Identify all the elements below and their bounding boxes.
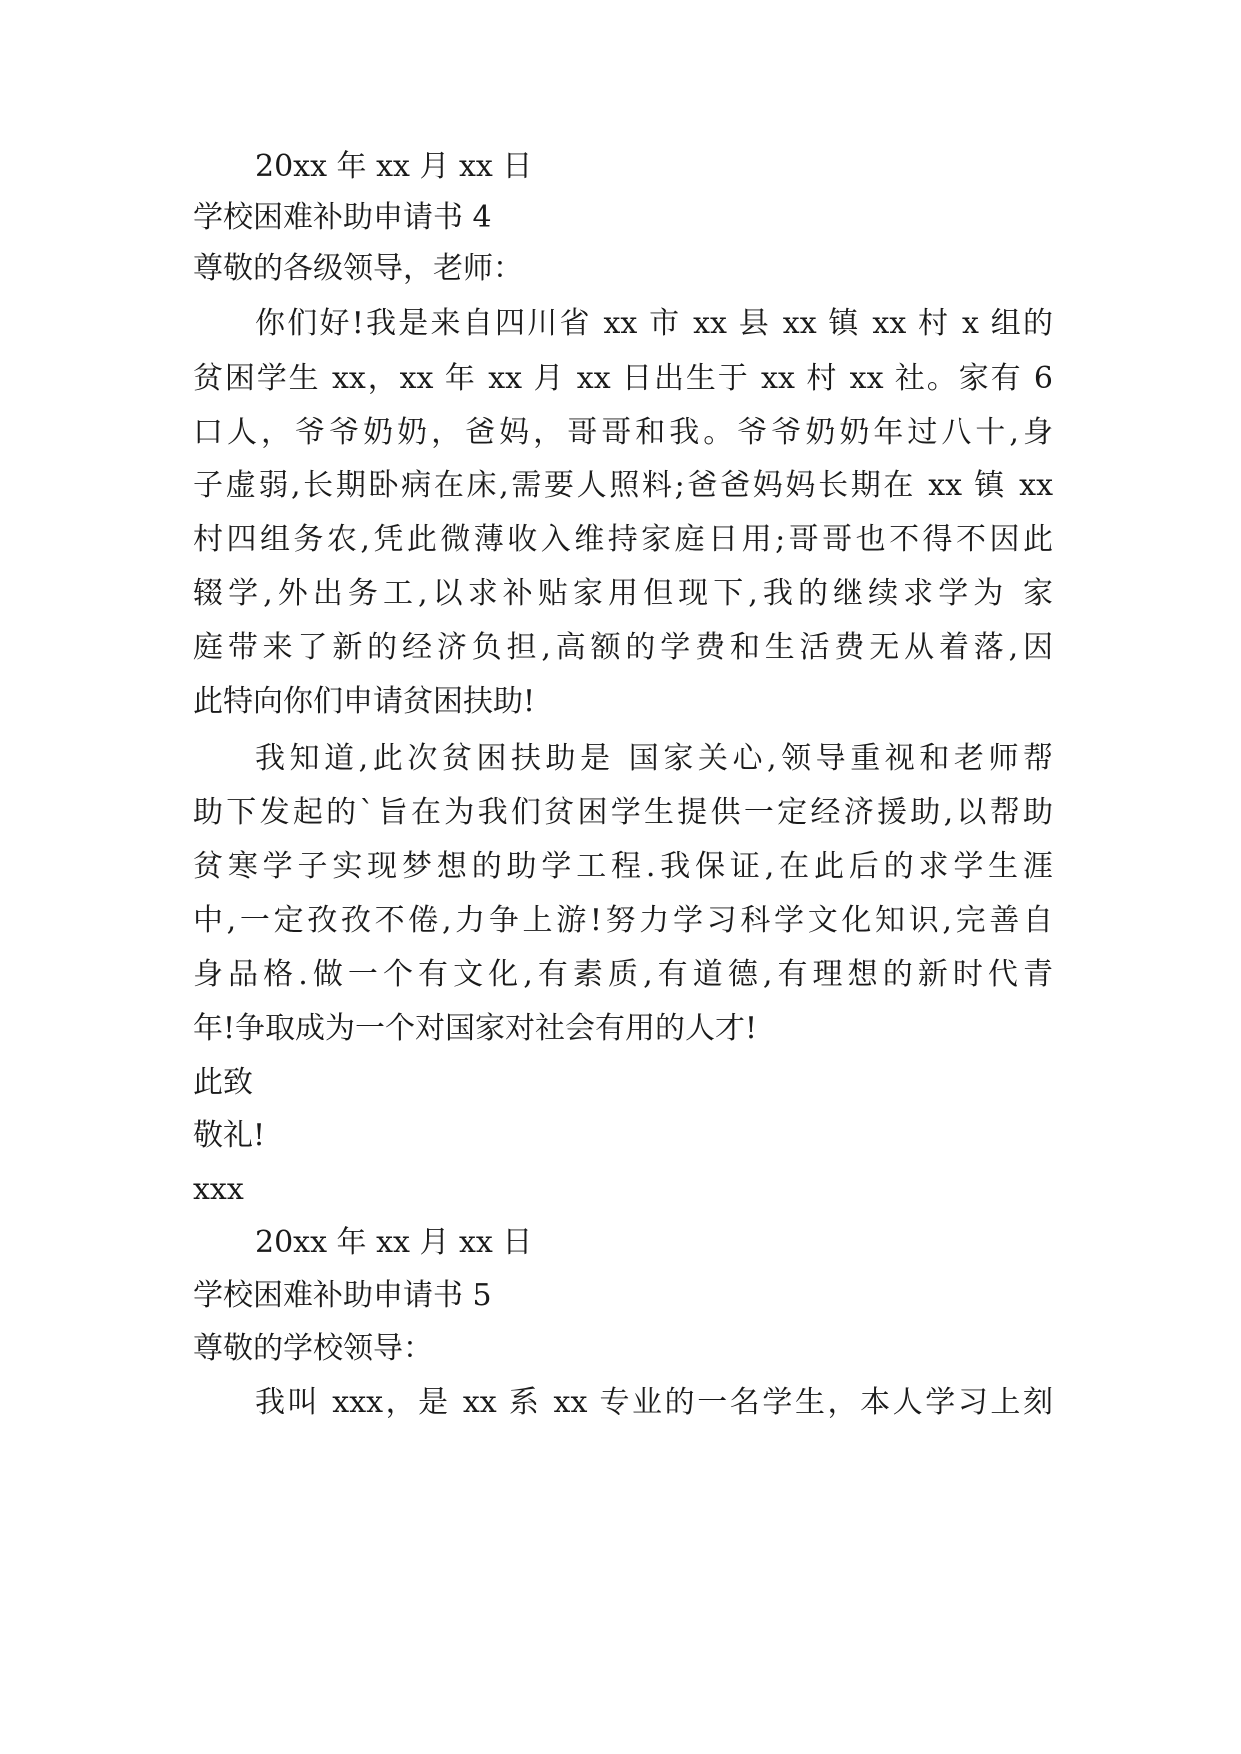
closing-line: 敬礼! (193, 1118, 266, 1153)
paragraph-line: 此特向你们申请贫困扶助! (193, 684, 536, 719)
paragraph-line: 身品格.做一个有文化,有素质,有道德,有理想的新时代青 (193, 957, 1053, 992)
date-line: 20xx 年 xx 月 xx 日 (255, 149, 533, 184)
paragraph-line: 年!争取成为一个对国家对社会有用的人才! (193, 1011, 758, 1046)
paragraph-line: 你们好!我是来自四川省 xx 市 xx 县 xx 镇 xx 村 x 组的 (255, 306, 1053, 341)
paragraph-line: 贫寒学子实现梦想的助学工程.我保证,在此后的求学生涯 (193, 849, 1053, 884)
salutation: 尊敬的各级领导，老师： (193, 251, 523, 286)
paragraph-line: 辍学,外出务工,以求补贴家用但现下,我的继续求学为 家 (193, 576, 1053, 611)
date-line: 20xx 年 xx 月 xx 日 (255, 1225, 533, 1260)
paragraph-line: 口人，爷爷奶奶，爸妈，哥哥和我。爷爷奶奶年过八十,身 (193, 415, 1053, 450)
paragraph-line: 中,一定孜孜不倦,力争上游!努力学习科学文化知识,完善自 (193, 903, 1053, 938)
paragraph-line: 助下发起的`旨在为我们贫困学生提供一定经济援助,以帮助 (193, 795, 1053, 830)
paragraph-line: 村四组务农,凭此微薄收入维持家庭日用;哥哥也不得不因此 (193, 522, 1053, 557)
salutation: 尊敬的学校领导： (193, 1331, 433, 1366)
paragraph-line: 我叫 xxx，是 xx 系 xx 专业的一名学生，本人学习上刻 (255, 1385, 1053, 1420)
paragraph-line: 我知道,此次贫困扶助是 国家关心,领导重视和老师帮 (255, 741, 1053, 776)
letter-title: 学校困难补助申请书 4 (193, 200, 492, 235)
closing-line: 此致 (193, 1065, 253, 1100)
paragraph-line: 贫困学生 xx，xx 年 xx 月 xx 日出生于 xx 村 xx 社。家有 6 (193, 361, 1053, 396)
paragraph-line: 子虚弱,长期卧病在床,需要人照料;爸爸妈妈长期在 xx 镇 xx (193, 468, 1053, 503)
signature: xxx (193, 1172, 244, 1207)
letter-title: 学校困难补助申请书 5 (193, 1278, 492, 1313)
paragraph-line: 庭带来了新的经济负担,高额的学费和生活费无从着落,因 (193, 630, 1053, 665)
